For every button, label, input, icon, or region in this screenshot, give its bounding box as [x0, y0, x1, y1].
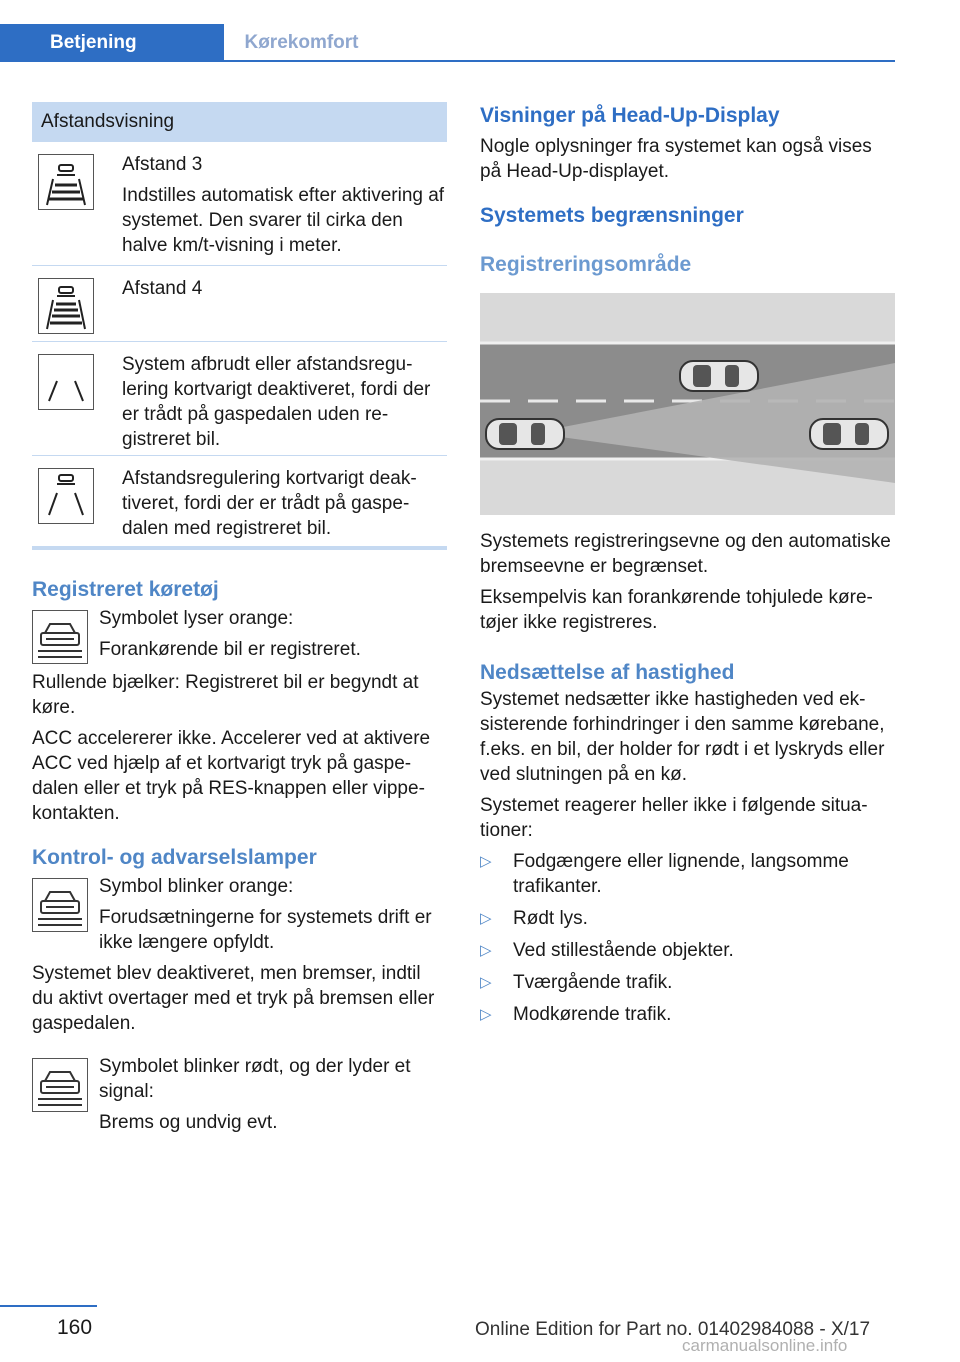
row-desc: Indstilles automatisk efter aktivering af systemet. Den svarer til cirka den halve km/t-visning i meter. — [122, 185, 445, 256]
detection-range-illustration — [480, 293, 895, 515]
row-desc: Afstandsregulering kortvarigt deaktiveret, fordi der er trådt på gaspedalen med registreret bil. — [122, 468, 417, 539]
section-heading-limits: Systemets begrænsninger — [480, 204, 744, 227]
symbol-text: Symbolet blinker rødt, og der lyder et signal: — [99, 1056, 411, 1102]
table-row — [32, 456, 447, 550]
registered-symbol-block — [32, 606, 447, 662]
distance-4-icon — [38, 278, 94, 334]
paragraph: Systemet blev deaktiveret, men bremser, indtil du aktivt overtager med et tryk på bremsen eller gaspedalen. — [32, 963, 435, 1034]
symbol-text: Forudsætningerne for systemets drift er ikke længere opfyldt. — [99, 907, 432, 953]
row-label: Afstand 4 — [122, 278, 203, 299]
symbol-text: Brems og undvig evt. — [99, 1112, 278, 1133]
symbol-text: Symbolet lyser orange: — [99, 608, 294, 629]
bullet-list — [480, 849, 895, 1027]
page-number: 160 — [57, 1316, 93, 1339]
triangle-bullet-icon: ▷ — [480, 853, 492, 870]
list-item: ▷ Rødt lys. — [480, 908, 588, 929]
tab-korekomfort[interactable]: Kørekomfort — [244, 32, 359, 53]
row-label: Afstand 3 — [122, 154, 203, 175]
triangle-bullet-icon: ▷ — [480, 1006, 492, 1023]
own-car-icon — [486, 419, 564, 449]
vehicle-icon — [32, 878, 88, 932]
symbol-text: Forankørende bil er registreret. — [99, 639, 361, 660]
subheading-range: Registreringsområde — [480, 253, 692, 276]
section-heading-speed: Nedsættelse af hastighed — [480, 661, 735, 684]
section-heading-registered: Registreret køretøj — [32, 578, 219, 601]
car-right-icon — [810, 419, 888, 449]
triangle-bullet-icon: ▷ — [480, 974, 492, 991]
triangle-bullet-icon: ▷ — [480, 942, 492, 959]
interrupted-vehicle-icon — [38, 468, 94, 524]
left-column — [32, 102, 447, 1141]
paragraph: Eksempelvis kan forankørende tohjulede køretøjer ikke registreres. — [480, 587, 873, 633]
interrupted-icon — [38, 354, 94, 410]
distance-3-icon — [38, 154, 94, 210]
list-item: ▷ Ved stillestående objekter. — [480, 940, 734, 961]
right-column — [480, 102, 895, 1034]
vehicle-icon — [32, 1058, 88, 1112]
list-item: ▷ Fodgængere eller lignende, langsomme trafikanter. — [480, 851, 849, 897]
warning-red-symbol-block — [32, 1054, 447, 1135]
tab-betjening[interactable]: Betjening — [0, 24, 224, 62]
table-heading: Afstandsvisning — [32, 102, 447, 142]
table-row — [32, 342, 447, 456]
section-heading-hud: Visninger på Head-Up-Display — [480, 104, 780, 127]
row-desc: System afbrudt eller afstandsregulering kortvarigt deaktiveret, fordi der er trådt på gaspedalen uden registreret bil. — [122, 354, 431, 450]
section-heading-warning: Kontrol- og advarselslamper — [32, 846, 317, 869]
paragraph: Rullende bjælker: Registreret bil er begyndt at køre. — [32, 672, 419, 718]
paragraph: Systemet nedsætter ikke hastigheden ved eksisterende forhindringer i den samme kørebane, f.eks. en bil, der holder for rødt i et lyskryds eller ved slutningen på en kø. — [480, 689, 885, 785]
warning-symbol-block — [32, 874, 447, 955]
car-ahead-icon — [680, 361, 758, 391]
triangle-bullet-icon: ▷ — [480, 910, 492, 927]
symbol-text: Symbol blinker orange: — [99, 876, 294, 897]
chapter-header — [0, 24, 895, 62]
paragraph: Systemets registreringsevne og den automatiske bremseevne er begrænset. — [480, 531, 891, 577]
vehicle-icon — [32, 610, 88, 664]
paragraph: Systemet reagerer heller ikke i følgende situationer: — [480, 795, 868, 841]
list-item: ▷ Modkørende trafik. — [480, 1004, 672, 1025]
paragraph: ACC accelererer ikke. Accelerer ved at aktivere ACC ved hjælp af et kortvarigt tryk på gaspedalen eller et tryk på RES-knappen eller vippekontakten. — [32, 728, 431, 824]
list-item: ▷ Tværgående trafik. — [480, 972, 673, 993]
edition-text: Online Edition for Part no. 01402984088 - X/17 — [475, 1319, 871, 1340]
table-row — [32, 142, 447, 266]
footer-rule — [0, 1305, 97, 1307]
watermark: carmanualsonline.info — [682, 1336, 848, 1355]
table-row — [32, 266, 447, 342]
paragraph: Nogle oplysninger fra systemet kan også vises på Head-Up-displayet. — [480, 136, 872, 182]
